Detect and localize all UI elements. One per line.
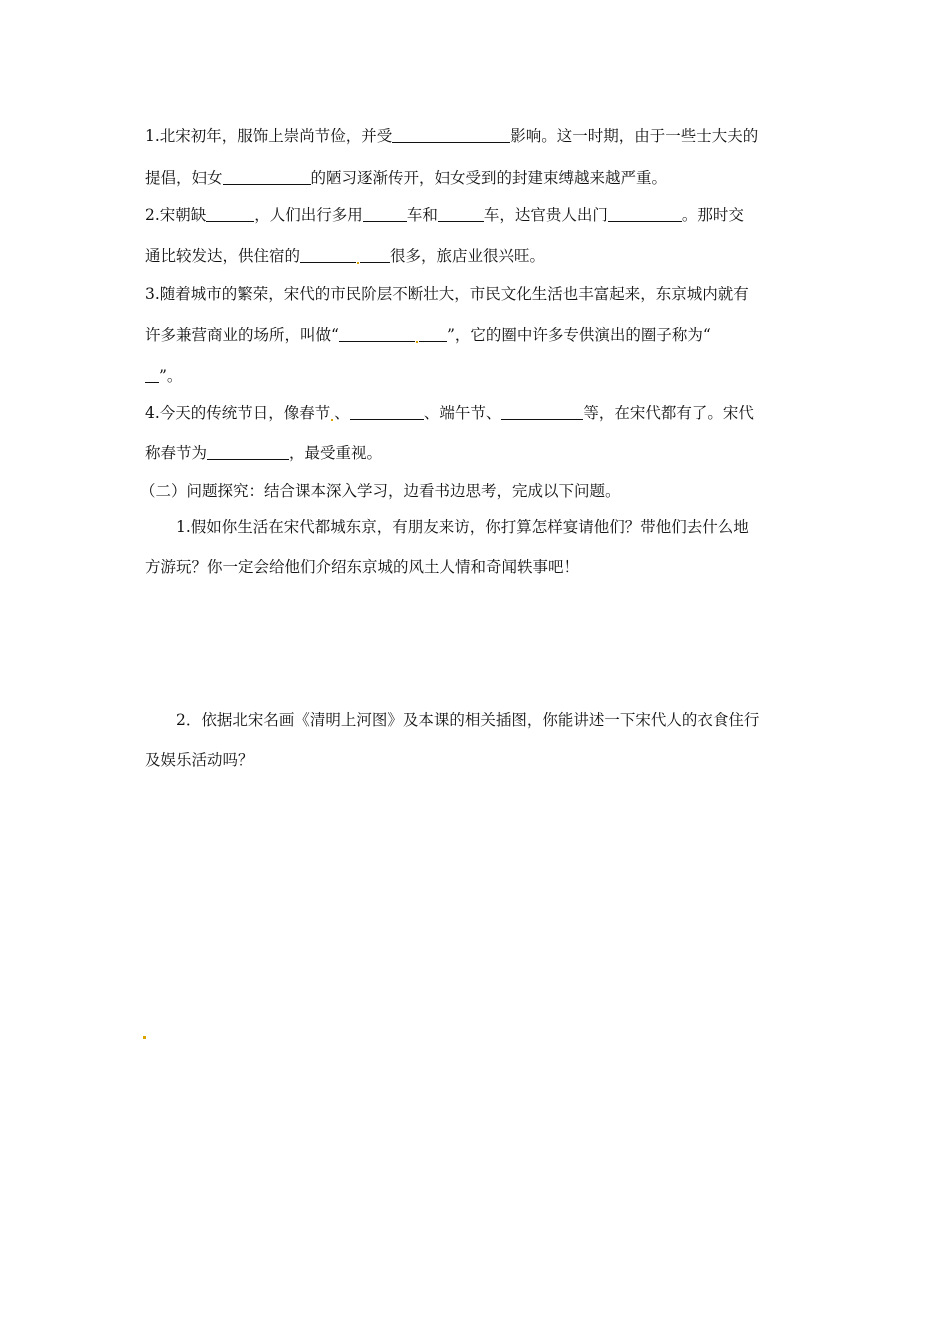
q2-text-b: ，人们出行多用 — [254, 206, 363, 224]
q1-blank-2[interactable] — [223, 168, 311, 185]
q1-text-a: 1.北宋初年，服饰上崇尚节俭，并受 — [145, 127, 393, 145]
q2-blank-5a[interactable] — [300, 246, 356, 263]
q3-line-1 — [145, 284, 749, 304]
q2-blank-1[interactable] — [206, 205, 254, 222]
p2-q2-text-2: 及娱乐活动吗？ — [145, 751, 254, 769]
q4-blank-2[interactable] — [501, 403, 583, 420]
q3-blank-1a[interactable] — [339, 325, 415, 342]
p2-q1-text-2: 方游玩？你一定会给他们介绍东京城的风土人情和奇闻轶事吧！ — [145, 558, 580, 576]
q4-line-2 — [145, 443, 382, 463]
q2-blank-4[interactable] — [608, 205, 682, 222]
q3-blank-1b[interactable] — [419, 325, 447, 342]
q4-text-e: 称春节为 — [145, 444, 208, 462]
p2-q2-line-1 — [176, 710, 759, 730]
stray-dot-mark — [416, 341, 418, 343]
q2-blank-5b[interactable] — [360, 246, 390, 263]
q1-text-c: 提倡，妇女 — [145, 169, 223, 187]
q3-text-a: 3.随着城市的繁荣，宋代的市民阶层不断壮大，市民文化生活也丰富起来，东京城内就有 — [145, 285, 749, 303]
p2-q1-line-1 — [176, 517, 749, 537]
section-two-heading — [140, 481, 621, 501]
q1-blank-1[interactable] — [392, 126, 510, 143]
q4-text-a: 4.今天的传统节日，像春节 — [145, 404, 331, 422]
q3-text-b: 许多兼营商业的场所，叫做“ — [145, 326, 339, 344]
q4-blank-1[interactable] — [350, 403, 424, 420]
q2-text-d: 车，达官贵人出门 — [483, 206, 608, 224]
q1-line-2 — [145, 168, 667, 188]
q2-text-f: 通比较发达，供住宿的 — [145, 247, 301, 265]
q4-blank-3[interactable] — [207, 443, 289, 460]
q3-text-c: ”，它的圈中许多专供演出的圈子称为“ — [446, 326, 711, 344]
q4-text-f: ，最受重视。 — [289, 444, 383, 462]
q4-text-d: 等，在宋代都有了。宋代 — [583, 404, 754, 422]
stray-dot-mark — [331, 419, 333, 421]
q3-text-d: ”。 — [159, 367, 183, 385]
q2-text-c: 车和 — [406, 206, 438, 224]
q4-line-1 — [145, 403, 754, 423]
q4-text-b: 、 — [334, 404, 350, 422]
p2-q2-line-2 — [145, 750, 254, 770]
q3-line-3 — [145, 366, 182, 386]
q1-text-b: 影响。这一时期，由于一些士大夫的 — [510, 127, 759, 145]
q2-text-a: 2.宋朝缺 — [145, 206, 207, 224]
q2-text-g: 很多，旅店业很兴旺。 — [390, 247, 546, 265]
stray-dot-mark — [357, 262, 359, 264]
q4-text-c: 、端午节、 — [423, 404, 502, 422]
q2-line-2 — [145, 246, 545, 266]
section-two-heading-text: （二）问题探究：结合课本深入学习，边看书边思考，完成以下问题。 — [140, 482, 621, 500]
q1-text-d: 的陋习逐渐传开，妇女受到的封建束缚越来越严重。 — [310, 169, 668, 187]
q1-line-1 — [145, 126, 758, 146]
q3-blank-2[interactable] — [145, 366, 159, 383]
stray-dot-mark — [143, 1036, 146, 1039]
p2-q2-text-1: 2．依据北宋名画《清明上河图》及本课的相关插图，你能讲述一下宋代人的衣食住行 — [176, 711, 760, 729]
q2-line-1 — [145, 205, 744, 225]
q2-blank-2[interactable] — [363, 205, 407, 222]
q2-text-e: 。那时交 — [681, 206, 744, 224]
p2-q1-line-2 — [145, 557, 579, 577]
p2-q1-text-1: 1.假如你生活在宋代都城东京，有朋友来访，你打算怎样宴请他们？带他们去什么地 — [176, 518, 749, 536]
q3-line-2 — [145, 325, 711, 345]
q2-blank-3[interactable] — [438, 205, 484, 222]
